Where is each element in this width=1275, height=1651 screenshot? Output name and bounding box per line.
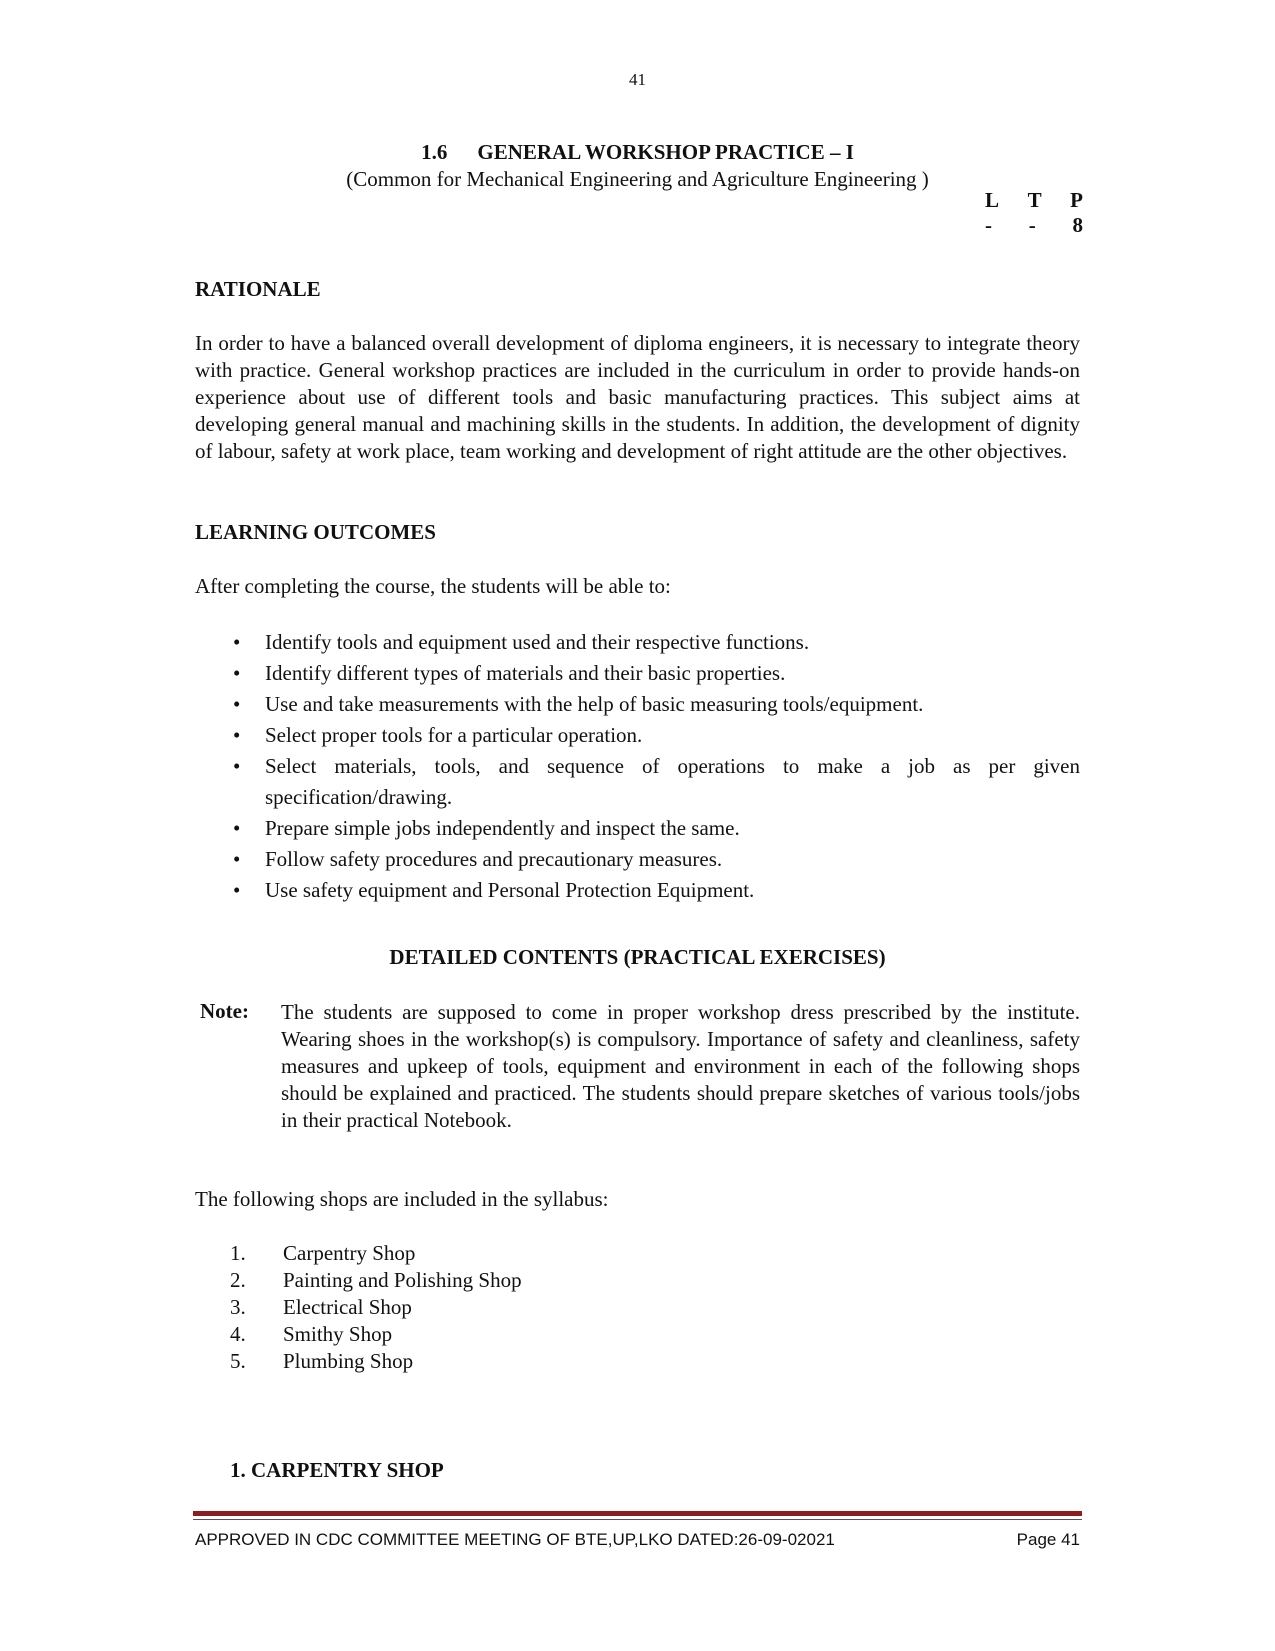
ltp-value-l: - xyxy=(985,213,992,237)
shop-name: Smithy Shop xyxy=(283,1322,393,1346)
list-item xyxy=(195,627,1080,658)
outcome-text: Use safety equipment and Personal Protection Equipment. xyxy=(265,878,755,902)
page-footer xyxy=(195,1530,1080,1550)
page-number: 41 xyxy=(629,70,646,89)
list-item xyxy=(195,720,1080,751)
shop-number: 1. xyxy=(230,1241,246,1265)
list-item xyxy=(195,813,1080,844)
shop-number: 4. xyxy=(230,1322,246,1346)
shop-number: 3. xyxy=(230,1295,246,1319)
outcome-text: Prepare simple jobs independently and inspect the same. xyxy=(265,816,740,840)
note-label: Note: xyxy=(200,999,249,1023)
list-item xyxy=(195,1267,522,1294)
ltp-header-p: P xyxy=(1070,188,1083,212)
list-item xyxy=(195,844,1080,875)
shops-list xyxy=(195,1240,522,1375)
ltp-header-t: T xyxy=(1027,188,1042,212)
list-item xyxy=(195,751,1080,813)
outcome-text: Select proper tools for a particular operation. xyxy=(265,723,643,747)
shop-number: 2. xyxy=(230,1268,246,1292)
course-number: 1.6 xyxy=(421,140,448,164)
outcome-text: Follow safety procedures and precautionary measures. xyxy=(265,847,723,871)
ltp-header-l: L xyxy=(985,188,1000,212)
ltp-headers xyxy=(985,188,1083,213)
bullet-icon: • xyxy=(233,723,241,747)
bullet-icon: • xyxy=(233,878,241,902)
bullet-icon: • xyxy=(233,661,241,685)
shops-intro: The following shops are included in the syllabus: xyxy=(195,1187,609,1211)
course-title-text: GENERAL WORKSHOP PRACTICE – I xyxy=(477,140,854,164)
carpentry-section-heading: 1. CARPENTRY SHOP xyxy=(230,1458,444,1482)
list-item xyxy=(195,1240,522,1267)
bullet-icon: • xyxy=(233,816,241,840)
course-title xyxy=(0,140,1275,165)
shop-number: 5. xyxy=(230,1349,246,1373)
shop-name: Painting and Polishing Shop xyxy=(283,1268,522,1292)
list-item xyxy=(195,1294,522,1321)
learning-outcomes-intro: After completing the course, the students will be able to: xyxy=(195,574,671,598)
shop-name: Electrical Shop xyxy=(283,1295,412,1319)
ltp-values xyxy=(985,213,1083,238)
detailed-contents-heading: DETAILED CONTENTS (PRACTICAL EXERCISES) xyxy=(389,945,886,969)
bullet-icon: • xyxy=(233,692,241,716)
rationale-text: In order to have a balanced overall development of diploma engineers, it is necessary to integrate theory with practice. General workshop practices are included in the curriculum in order to provide hands-on experience about use of different tools and basic manufacturing practices. This subject aims at developing general manual and machining skills in the students. In addition, the development of dignity of labour, safety at work place, team working and development of right attitude are the other objectives. xyxy=(195,331,1080,463)
shop-name: Plumbing Shop xyxy=(283,1349,414,1373)
ltp-value-t: - xyxy=(1028,213,1036,237)
outcome-text: Use and take measurements with the help of basic measuring tools/equipment. xyxy=(265,692,924,716)
footer-page-number: Page 41 xyxy=(1016,1530,1080,1549)
list-item xyxy=(195,1348,522,1375)
outcome-text: Select materials, tools, and sequence of operations to make a job as per given specification/drawing. xyxy=(265,754,1080,809)
list-item xyxy=(195,1321,522,1348)
bullet-icon: • xyxy=(233,630,241,654)
ltp-value-p: 8 xyxy=(1072,213,1083,237)
bullet-icon: • xyxy=(233,847,241,871)
footer-approval-text: APPROVED IN CDC COMMITTEE MEETING OF BTE,UP,LKO DATED:26-09-02021 xyxy=(195,1530,835,1549)
shop-name: Carpentry Shop xyxy=(283,1241,416,1265)
outcome-text: Identify different types of materials and their basic properties. xyxy=(265,661,786,685)
list-item xyxy=(195,875,1080,906)
list-item xyxy=(195,689,1080,720)
bullet-icon: • xyxy=(233,754,241,778)
learning-outcomes-list xyxy=(195,627,1080,906)
rationale-heading: RATIONALE xyxy=(195,277,321,301)
list-item xyxy=(195,658,1080,689)
note-text: The students are supposed to come in proper workshop dress prescribed by the institute. Wearing shoes in the workshop(s) is compulsory. Importance of safety and cleanliness, safety measures and upkeep of tools, equipment and environment in each of the following shops should be explained and practiced. The students should prepare sketches of various tools/jobs in their practical Notebook. xyxy=(281,1000,1080,1132)
outcome-text: Identify tools and equipment used and their respective functions. xyxy=(265,630,810,654)
learning-outcomes-heading: LEARNING OUTCOMES xyxy=(195,520,436,544)
course-subtitle: (Common for Mechanical Engineering and Agriculture Engineering ) xyxy=(346,167,929,191)
footer-rule xyxy=(193,1511,1082,1516)
footer-rule-thin xyxy=(193,1519,1082,1520)
